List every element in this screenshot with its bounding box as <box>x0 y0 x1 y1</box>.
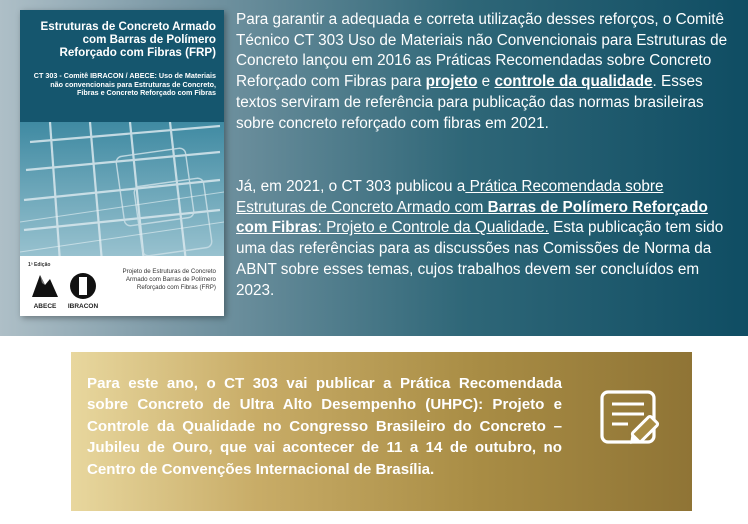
book-cover-image <box>20 10 224 316</box>
paragraph2-text-a: Já, em 2021, o CT 303 publicou a <box>236 178 466 195</box>
paragraph2-link-b: : Projeto e Controle da Qualidade. <box>317 219 549 237</box>
ibracon-logo-text: IBRACON <box>67 303 99 310</box>
paragraph2-text-b: Esta publicação tem sido uma das referências para as discussões nas Comissões de Norma da ABNT sobre esses temas, cujos trabalhos devem ser concluídos em 2023. <box>236 219 724 299</box>
paragraph1-text-a: Para garantir a adequada e correta utilização desses reforços, o Comitê Técnico CT 303 Uso de Materiais não Convencionais para Estruturas de Concreto lançou em 2016 as Práticas Recomendadas sobre Concreto Reforçado com Fibras para <box>236 11 728 91</box>
paragraph-ct303-history <box>236 10 736 134</box>
paragraph2-link-bold: Barras de Polímero Reforçado com Fibras <box>236 198 708 237</box>
book-title: Estruturas de Concreto Armado com Barras de Polímero Reforçado com Fibras (FRP) <box>40 20 216 59</box>
book-edition: 1ª Edição <box>28 262 51 268</box>
highlight-box <box>71 352 692 511</box>
abece-logo-text: ABECE <box>33 303 57 310</box>
document-edit-icon <box>598 388 662 452</box>
book-subtitle: CT 303 - Comitê IBRACON / ABECE: Uso de Materiais não convencionais para Estruturas de Concreto, Fibras e Concreto Reforçado com Fibras <box>33 71 216 98</box>
link-projeto[interactable]: projeto <box>425 73 478 91</box>
highlight-text: Para este ano, o CT 303 vai publicar a Prática Recomendada sobre Concreto de Ultra Alto Desempenho (UHPC): Projeto e Controle da Qualidade no Congresso Brasileiro do Concreto – Jubileu de Ouro, que vai acontecer de 11 a 14 de outubro, no Centro de Convenções Internacional de Brasília. <box>87 375 562 478</box>
paragraph1-text-c: . Esses textos serviram de referência para publicação das normas brasileiras sobre concreto reforçado com fibras em 2021. <box>236 73 704 132</box>
paragraph-ct303-2021 <box>236 177 736 301</box>
rebar-illustration <box>20 122 224 262</box>
paragraph1-text-b: e <box>477 73 495 91</box>
link-controle-qualidade[interactable]: controle da qualidade <box>494 73 653 91</box>
book-bottom-description: Projeto de Estruturas de Concreto Armado com Barras de Polímero Reforçado com Fibras (FRP) <box>122 268 216 291</box>
paragraph2-link-a: Prática Recomendada sobre Estruturas de Concreto Armado com <box>236 178 664 216</box>
